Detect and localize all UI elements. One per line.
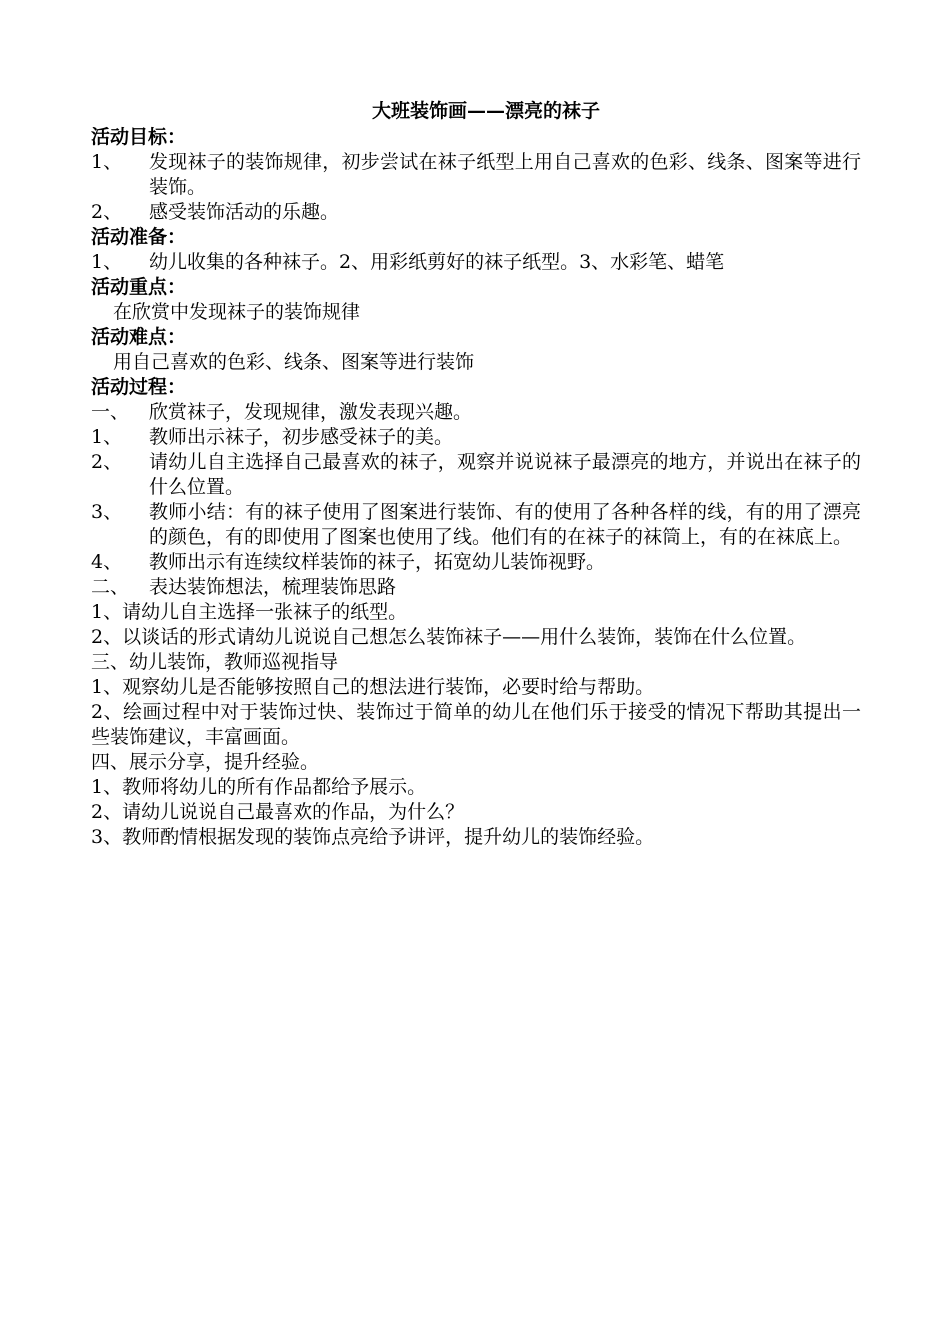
section-heading: 三、幼儿装饰，教师巡视指导 <box>91 651 339 673</box>
section-number: 二、 <box>91 576 130 598</box>
list-item <box>91 250 861 275</box>
item-text: 教师出示有连续纹样装饰的袜子，拓宽幼儿装饰视野。 <box>149 551 606 573</box>
list-item <box>91 150 861 200</box>
section-heading: 四、展示分享，提升经验。 <box>91 751 320 773</box>
paragraph: 3、教师酌情根据发现的装饰点亮给予讲评，提升幼儿的装饰经验。 <box>91 826 655 848</box>
item-text: 发现袜子的装饰规律，初步尝试在袜子纸型上用自己喜欢的色彩、线条、图案等进行装饰。 <box>149 151 861 198</box>
process-heading: 活动过程： <box>91 376 187 398</box>
section-text: 表达装饰想法，梳理装饰思路 <box>149 576 397 598</box>
item-number: 2、 <box>91 451 123 473</box>
item-number: 4、 <box>91 551 123 573</box>
difficulty-text: 用自己喜欢的色彩、线条、图案等进行装饰 <box>113 351 475 373</box>
section-heading <box>91 575 861 600</box>
item-text: 感受装饰活动的乐趣。 <box>149 201 340 223</box>
list-item <box>91 425 861 450</box>
key-point-text: 在欣赏中发现袜子的装饰规律 <box>113 301 361 323</box>
item-text: 教师小结：有的袜子使用了图案进行装饰、有的使用了各种各样的线，有的用了漂亮的颜色，有的即使用了图案也使用了线。他们有的在袜子的袜筒上，有的在袜底上。 <box>149 501 861 548</box>
list-item <box>91 500 861 550</box>
item-text: 请幼儿自主选择自己最喜欢的袜子，观察并说说袜子最漂亮的地方，并说出在袜子的什么位置。 <box>149 451 861 498</box>
preparation-heading: 活动准备： <box>91 226 187 248</box>
item-text: 教师出示袜子，初步感受袜子的美。 <box>149 426 454 448</box>
paragraph: 1、观察幼儿是否能够按照自己的想法进行装饰，必要时给与帮助。 <box>91 676 655 698</box>
item-number: 2、 <box>91 201 123 223</box>
paragraph: 2、绘画过程中对于装饰过快、装饰过于简单的幼儿在他们乐于接受的情况下帮助其提出一些装饰建议，丰富画面。 <box>91 701 861 748</box>
paragraph: 1、请幼儿自主选择一张袜子的纸型。 <box>91 601 408 623</box>
goals-heading: 活动目标： <box>91 126 187 148</box>
item-number: 1、 <box>91 426 123 448</box>
item-number: 3、 <box>91 501 123 523</box>
section-heading <box>91 400 861 425</box>
list-item <box>91 450 861 500</box>
list-item <box>91 200 861 225</box>
item-number: 1、 <box>91 151 123 173</box>
paragraph: 2、请幼儿说说自己最喜欢的作品，为什么？ <box>91 801 465 823</box>
item-text: 幼儿收集的各种袜子。2、用彩纸剪好的袜子纸型。3、水彩笔、蜡笔 <box>149 251 725 273</box>
paragraph: 1、教师将幼儿的所有作品都给予展示。 <box>91 776 427 798</box>
key-point-heading: 活动重点： <box>91 276 187 298</box>
document-title: 大班装饰画——漂亮的袜子 <box>371 100 600 122</box>
list-item <box>91 550 861 575</box>
paragraph: 2、以谈话的形式请幼儿说说自己想怎么装饰袜子——用什么装饰，装饰在什么位置。 <box>91 626 807 648</box>
section-text: 欣赏袜子，发现规律，激发表现兴趣。 <box>149 401 473 423</box>
section-number: 一、 <box>91 401 130 423</box>
document-body <box>91 98 861 850</box>
difficulty-heading: 活动难点： <box>91 326 187 348</box>
item-number: 1、 <box>91 251 123 273</box>
